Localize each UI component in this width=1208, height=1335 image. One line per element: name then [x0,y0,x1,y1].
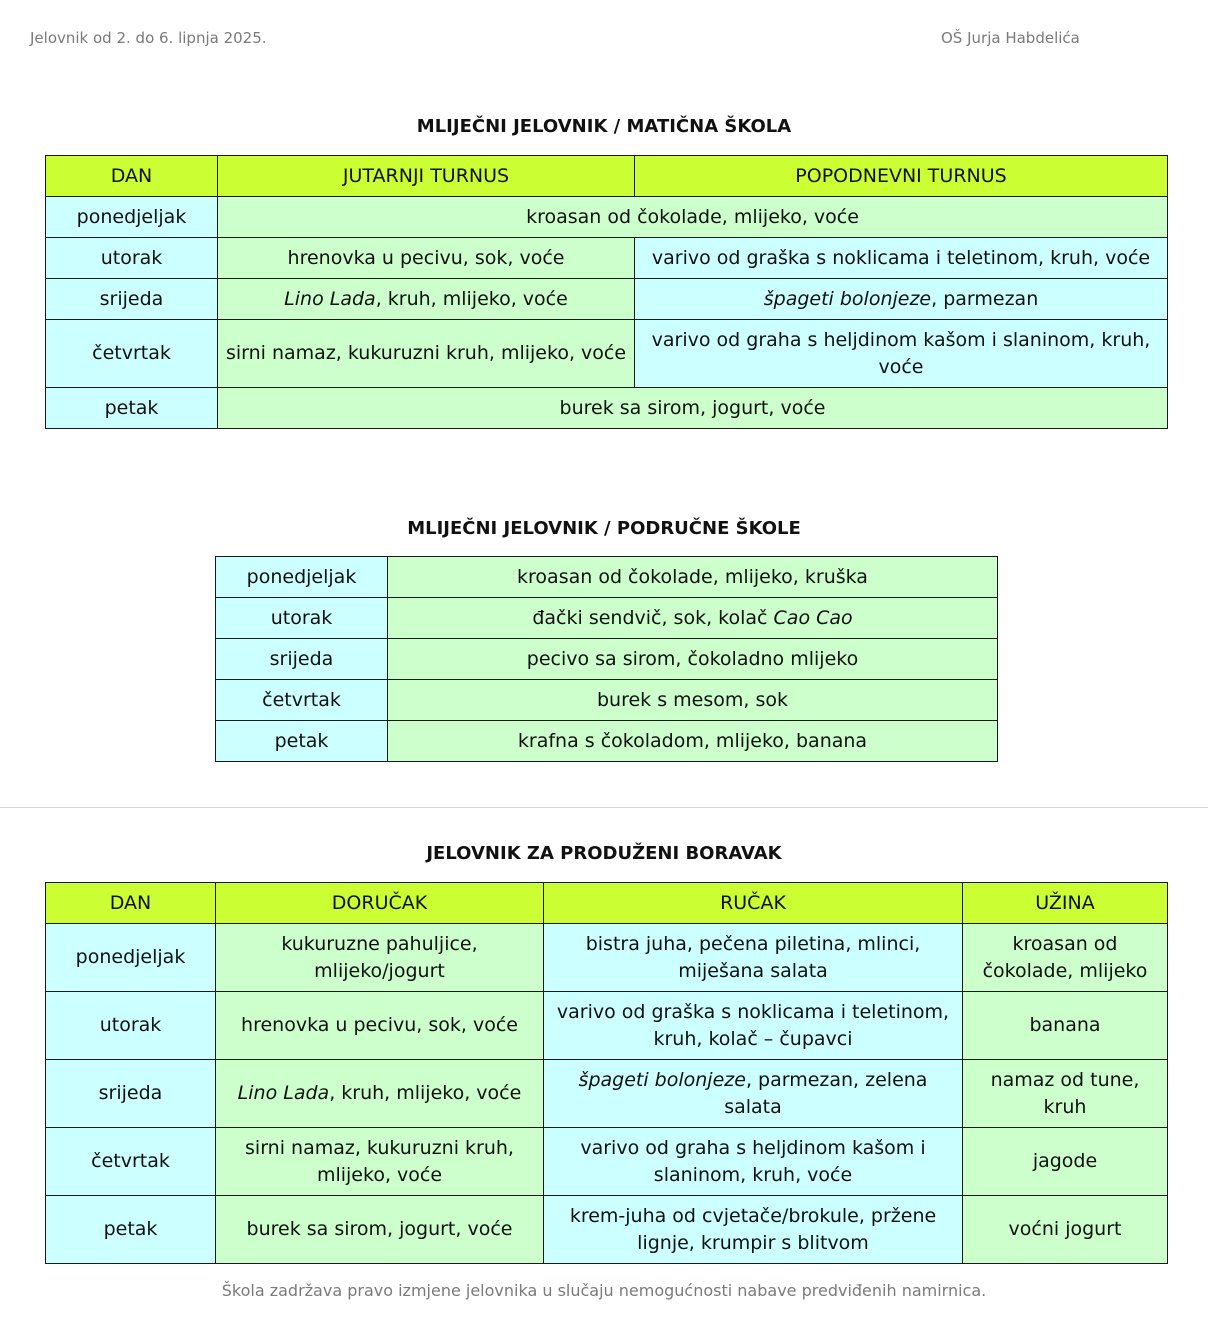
header-dorucak: DORUČAK [216,883,544,924]
meal-italic: Lino Lada [237,1082,330,1104]
header-rucak: RUČAK [544,883,963,924]
table-row [216,680,998,721]
meal-cell [218,279,635,320]
meal-cell [635,279,1168,320]
meal-text: , parmezan [931,287,1039,310]
lunch-cell: varivo od graška s noklicama i teletinom, kruh, kolač – čupavci [544,992,963,1060]
breakfast-cell: kukuruzne pahuljice, mlijeko/jogurt [216,924,544,992]
maticna-table [45,155,1168,429]
podrucne-title: MLIJEČNI JELOVNIK / PODRUČNE ŠKOLE [407,518,801,539]
table-row [46,1060,1168,1128]
meal-text: , kruh, mlijeko, voće [329,1082,522,1104]
meal-cell: pecivo sa sirom, čokoladno mlijeko [388,639,998,680]
meal-cell: varivo od graha s heljdinom kašom i slaninom, kruh, voće [635,320,1168,388]
day-cell: utorak [46,238,218,279]
table-row [46,992,1168,1060]
meal-cell: burek s mesom, sok [388,680,998,721]
lunch-cell: krem-juha od cvjetače/brokule, pržene lignje, krumpir s blitvom [544,1196,963,1264]
school-name: OŠ Jurja Habdelića [941,29,1080,47]
podrucne-table [215,556,998,762]
day-cell: četvrtak [46,1128,216,1196]
header-uzina: UŽINA [963,883,1168,924]
meal-text: đački sendvič, sok, kolač [532,606,774,629]
table-row [46,279,1168,320]
day-cell: petak [216,721,388,762]
day-cell: utorak [216,598,388,639]
snack-cell: kroasan od čokolade, mlijeko [963,924,1168,992]
table-row [46,388,1168,429]
table-row [46,238,1168,279]
header-dan: DAN [46,156,218,197]
snack-cell: voćni jogurt [963,1196,1168,1264]
meal-cell: kroasan od čokolade, mlijeko, kruška [388,557,998,598]
day-cell: ponedjeljak [46,197,218,238]
breakfast-cell: hrenovka u pecivu, sok, voće [216,992,544,1060]
maticna-title: MLIJEČNI JELOVNIK / MATIČNA ŠKOLA [416,116,792,137]
day-cell: srijeda [46,1060,216,1128]
meal-cell: varivo od graška s noklicama i teletinom, kruh, voće [635,238,1168,279]
meal-cell: burek sa sirom, jogurt, voće [218,388,1168,429]
table-row [46,1196,1168,1264]
footer-note: Škola zadržava pravo izmjene jelovnika u slučaju nemogućnosti nabave predviđenih namirnica. [221,1281,987,1300]
snack-cell: banana [963,992,1168,1060]
meal-italic: špageti bolonjeze [763,287,932,310]
day-cell: srijeda [216,639,388,680]
meal-text: , kruh, mlijeko, voće [375,287,568,310]
table-row [46,924,1168,992]
table-row [216,557,998,598]
day-cell: utorak [46,992,216,1060]
lunch-cell: varivo od graha s heljdinom kašom i slaninom, kruh, voće [544,1128,963,1196]
meal-text: , parmezan, zelena salata [724,1068,928,1118]
meal-italic: špageti bolonjeze [578,1068,746,1091]
day-cell: petak [46,388,218,429]
day-cell: srijeda [46,279,218,320]
lunch-cell [544,1060,963,1128]
table-header-row [46,156,1168,197]
table-row [46,320,1168,388]
meal-cell [388,598,998,639]
boravak-table [45,882,1168,1264]
breakfast-cell: sirni namaz, kukuruzni kruh, mlijeko, voće [216,1128,544,1196]
header-popodnevni: POPODNEVNI TURNUS [635,156,1168,197]
snack-cell: jagode [963,1128,1168,1196]
day-cell: četvrtak [216,680,388,721]
menu-date-range: Jelovnik od 2. do 6. lipnja 2025. [30,29,267,47]
header-dan: DAN [46,883,216,924]
table-row [216,639,998,680]
header-jutarnji: JUTARNJI TURNUS [218,156,635,197]
day-cell: ponedjeljak [216,557,388,598]
meal-italic: Lino Lada [284,287,376,310]
day-cell: petak [46,1196,216,1264]
breakfast-cell [216,1060,544,1128]
snack-cell: namaz od tune, kruh [963,1060,1168,1128]
meal-cell: krafna s čokoladom, mlijeko, banana [388,721,998,762]
day-cell: četvrtak [46,320,218,388]
lunch-cell: bistra juha, pečena piletina, mlinci, miješana salata [544,924,963,992]
page-divider [0,807,1208,808]
meal-cell: sirni namaz, kukuruzni kruh, mlijeko, voće [218,320,635,388]
meal-italic: Cao Cao [773,606,853,629]
meal-cell: hrenovka u pecivu, sok, voće [218,238,635,279]
table-row [216,598,998,639]
table-row [46,197,1168,238]
table-row [216,721,998,762]
meal-cell: kroasan od čokolade, mlijeko, voće [218,197,1168,238]
table-header-row [46,883,1168,924]
table-row [46,1128,1168,1196]
day-cell: ponedjeljak [46,924,216,992]
boravak-title: JELOVNIK ZA PRODUŽENI BORAVAK [426,843,782,864]
breakfast-cell: burek sa sirom, jogurt, voće [216,1196,544,1264]
